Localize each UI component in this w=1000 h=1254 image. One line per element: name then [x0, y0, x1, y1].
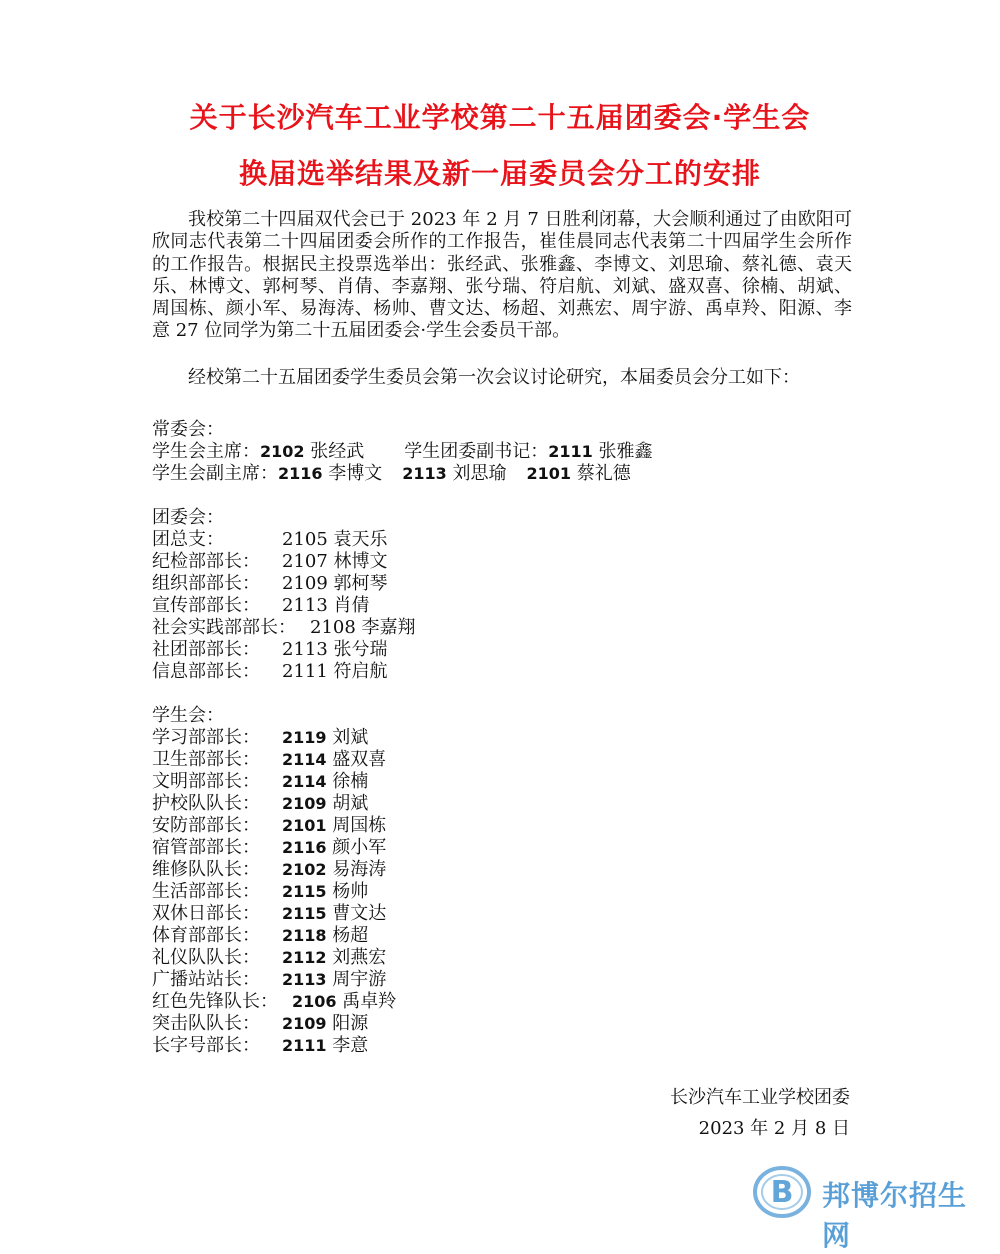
- member-name: 袁天乐: [333, 529, 388, 550]
- class-number: 2106: [292, 992, 337, 1011]
- member-name: 胡斌: [332, 793, 369, 814]
- member-name: 蔡礼德: [576, 463, 631, 484]
- svg-text:B: B: [770, 1175, 794, 1210]
- member-name: 徐楠: [332, 771, 369, 792]
- class-number: 2101: [282, 816, 327, 835]
- member-name: 曹文达: [332, 903, 387, 924]
- class-number: 2108: [310, 617, 356, 638]
- member-name: 周国栋: [332, 815, 387, 836]
- union-row: [152, 1035, 368, 1057]
- document-title-line1: 关于长沙汽车工业学校第二十五届团委会·学生会: [189, 101, 811, 134]
- member-name: 刘思瑜: [452, 463, 507, 484]
- class-number: 2111: [548, 442, 593, 461]
- role-title: 组织部部长：: [152, 573, 260, 594]
- member-name: 颜小军: [332, 837, 387, 858]
- role-title: 学生会副主席：: [152, 463, 278, 484]
- role-title: 文明部部长：: [152, 771, 260, 792]
- class-number: 2107: [282, 551, 328, 572]
- union-row: [152, 925, 368, 947]
- role-title: 信息部部长：: [152, 661, 260, 682]
- class-number: 2116: [278, 464, 323, 483]
- union-row: [152, 1013, 368, 1035]
- role-title: 护校队队长：: [152, 793, 260, 814]
- union-row: [152, 771, 368, 793]
- class-number: 2113: [282, 639, 328, 660]
- role-title: 双休日部长：: [152, 903, 260, 924]
- role-title: 卫生部部长：: [152, 749, 260, 770]
- standing-row-1: [152, 441, 653, 463]
- member-name: 李意: [332, 1035, 369, 1056]
- union-row: [152, 947, 386, 969]
- member-name: 易海涛: [332, 859, 387, 880]
- member-name: 符启航: [333, 661, 388, 682]
- intro-paragraph: 我校第二十四届双代会已于 2023 年 2 月 7 日胜利闭幕，大会顺利通过了由欧阳可欣同志代表第二十四届团委会所作的工作报告，崔佳晨同志代表第二十四届学生会所作的工作报告。根据民主投票选举出：张经武、张雅鑫、李博文、刘思瑜、蔡礼德、袁天乐、林博文、郭柯琴、肖倩、李嘉翔、张兮瑞、符启航、刘斌、盛双喜、徐楠、胡斌、周国栋、颜小军、易海涛、杨帅、曹文达、杨超、刘燕宏、周宇游、禹卓羚、阳源、李意 27 位同学为第二十五届团委会·学生会委员干部。: [152, 209, 852, 342]
- role-title: 广播站站长：: [152, 969, 260, 990]
- league-row: [152, 639, 388, 661]
- class-number: 2119: [282, 728, 327, 747]
- class-number: 2114: [282, 772, 327, 791]
- class-number: 2115: [282, 904, 327, 923]
- class-number: 2111: [282, 661, 328, 682]
- assignment-paragraph: 经校第二十五届团委学生委员会第一次会议讨论研究，本届委员会分工如下：: [188, 367, 800, 388]
- standing-row-2: [152, 463, 631, 485]
- member-name: 张兮瑞: [333, 639, 388, 660]
- class-number: 2112: [282, 948, 327, 967]
- role-title: 学生团委副书记：: [404, 441, 549, 462]
- role-title: 长字号部长：: [152, 1035, 260, 1056]
- class-number: 2101: [526, 464, 572, 483]
- union-row: [152, 815, 386, 837]
- member-name: 刘斌: [332, 727, 369, 748]
- member-name: 盛双喜: [332, 749, 387, 770]
- league-row: [152, 573, 388, 595]
- league-row: [152, 529, 388, 551]
- class-number: 2115: [282, 882, 327, 901]
- class-number: 2116: [282, 838, 327, 857]
- class-number: 2113: [402, 464, 447, 483]
- student-union-heading: 学生会：: [152, 705, 224, 726]
- league-row: [152, 595, 370, 617]
- class-number: 2109: [282, 794, 327, 813]
- class-number: 2105: [282, 529, 328, 550]
- union-row: [152, 969, 386, 991]
- role-title: 学习部部长：: [152, 727, 260, 748]
- class-number: 2109: [282, 573, 328, 594]
- union-row: [152, 749, 386, 771]
- role-title: 维修队队长：: [152, 859, 260, 880]
- role-title: 社团部部长：: [152, 639, 260, 660]
- union-row: [152, 991, 396, 1013]
- league-row: [152, 551, 388, 573]
- member-name: 林博文: [333, 551, 388, 572]
- site-watermark: [752, 1162, 992, 1252]
- class-number: 2113: [282, 595, 328, 616]
- role-title: 团总支：: [152, 529, 224, 550]
- role-title: 学生会主席：: [152, 441, 260, 462]
- league-row: [152, 661, 388, 683]
- class-number: 2102: [282, 860, 327, 879]
- class-number: 2118: [282, 926, 327, 945]
- role-title: 纪检部部长：: [152, 551, 260, 572]
- member-name: 阳源: [332, 1013, 369, 1034]
- member-name: 杨超: [332, 925, 369, 946]
- watermark-text: 邦博尔招生网: [822, 1179, 968, 1252]
- league-row: [152, 617, 416, 639]
- role-title: 宣传部部长：: [152, 595, 260, 616]
- class-number: 2111: [282, 1036, 327, 1055]
- union-row: [152, 837, 386, 859]
- role-title: 体育部部长：: [152, 925, 260, 946]
- role-title: 宿管部部长：: [152, 837, 260, 858]
- signature-date: 2023 年 2 月 8 日: [698, 1118, 850, 1139]
- member-name: 周宇游: [332, 969, 387, 990]
- role-title: 生活部部长：: [152, 881, 260, 902]
- member-name: 张经武: [310, 441, 365, 462]
- document-title-line2: 换届选举结果及新一届委员会分工的安排: [238, 157, 761, 190]
- member-name: 禹卓羚: [342, 991, 397, 1012]
- role-title: 突击队队长：: [152, 1013, 260, 1034]
- member-name: 肖倩: [333, 595, 370, 616]
- member-name: 李博文: [328, 463, 383, 484]
- union-row: [152, 727, 368, 749]
- class-number: 2109: [282, 1014, 327, 1033]
- member-name: 杨帅: [332, 881, 369, 902]
- union-row: [152, 881, 368, 903]
- member-name: 刘燕宏: [332, 947, 387, 968]
- class-number: 2113: [282, 970, 327, 989]
- union-row: [152, 903, 386, 925]
- role-title: 礼仪队队长：: [152, 947, 260, 968]
- member-name: 张雅鑫: [598, 441, 653, 462]
- class-number: 2102: [260, 442, 305, 461]
- role-title: 红色先锋队长：: [152, 991, 278, 1012]
- b-logo-icon: [752, 1164, 812, 1220]
- union-row: [152, 793, 368, 815]
- class-number: 2114: [282, 750, 327, 769]
- role-title: 社会实践部部长：: [152, 617, 296, 638]
- league-committee-heading: 团委会：: [152, 507, 224, 528]
- standing-committee-heading: 常委会：: [152, 419, 224, 440]
- role-title: 安防部部长：: [152, 815, 260, 836]
- union-row: [152, 859, 386, 881]
- member-name: 郭柯琴: [333, 573, 388, 594]
- member-name: 李嘉翔: [361, 617, 416, 638]
- signature-organization: 长沙汽车工业学校团委: [670, 1087, 850, 1108]
